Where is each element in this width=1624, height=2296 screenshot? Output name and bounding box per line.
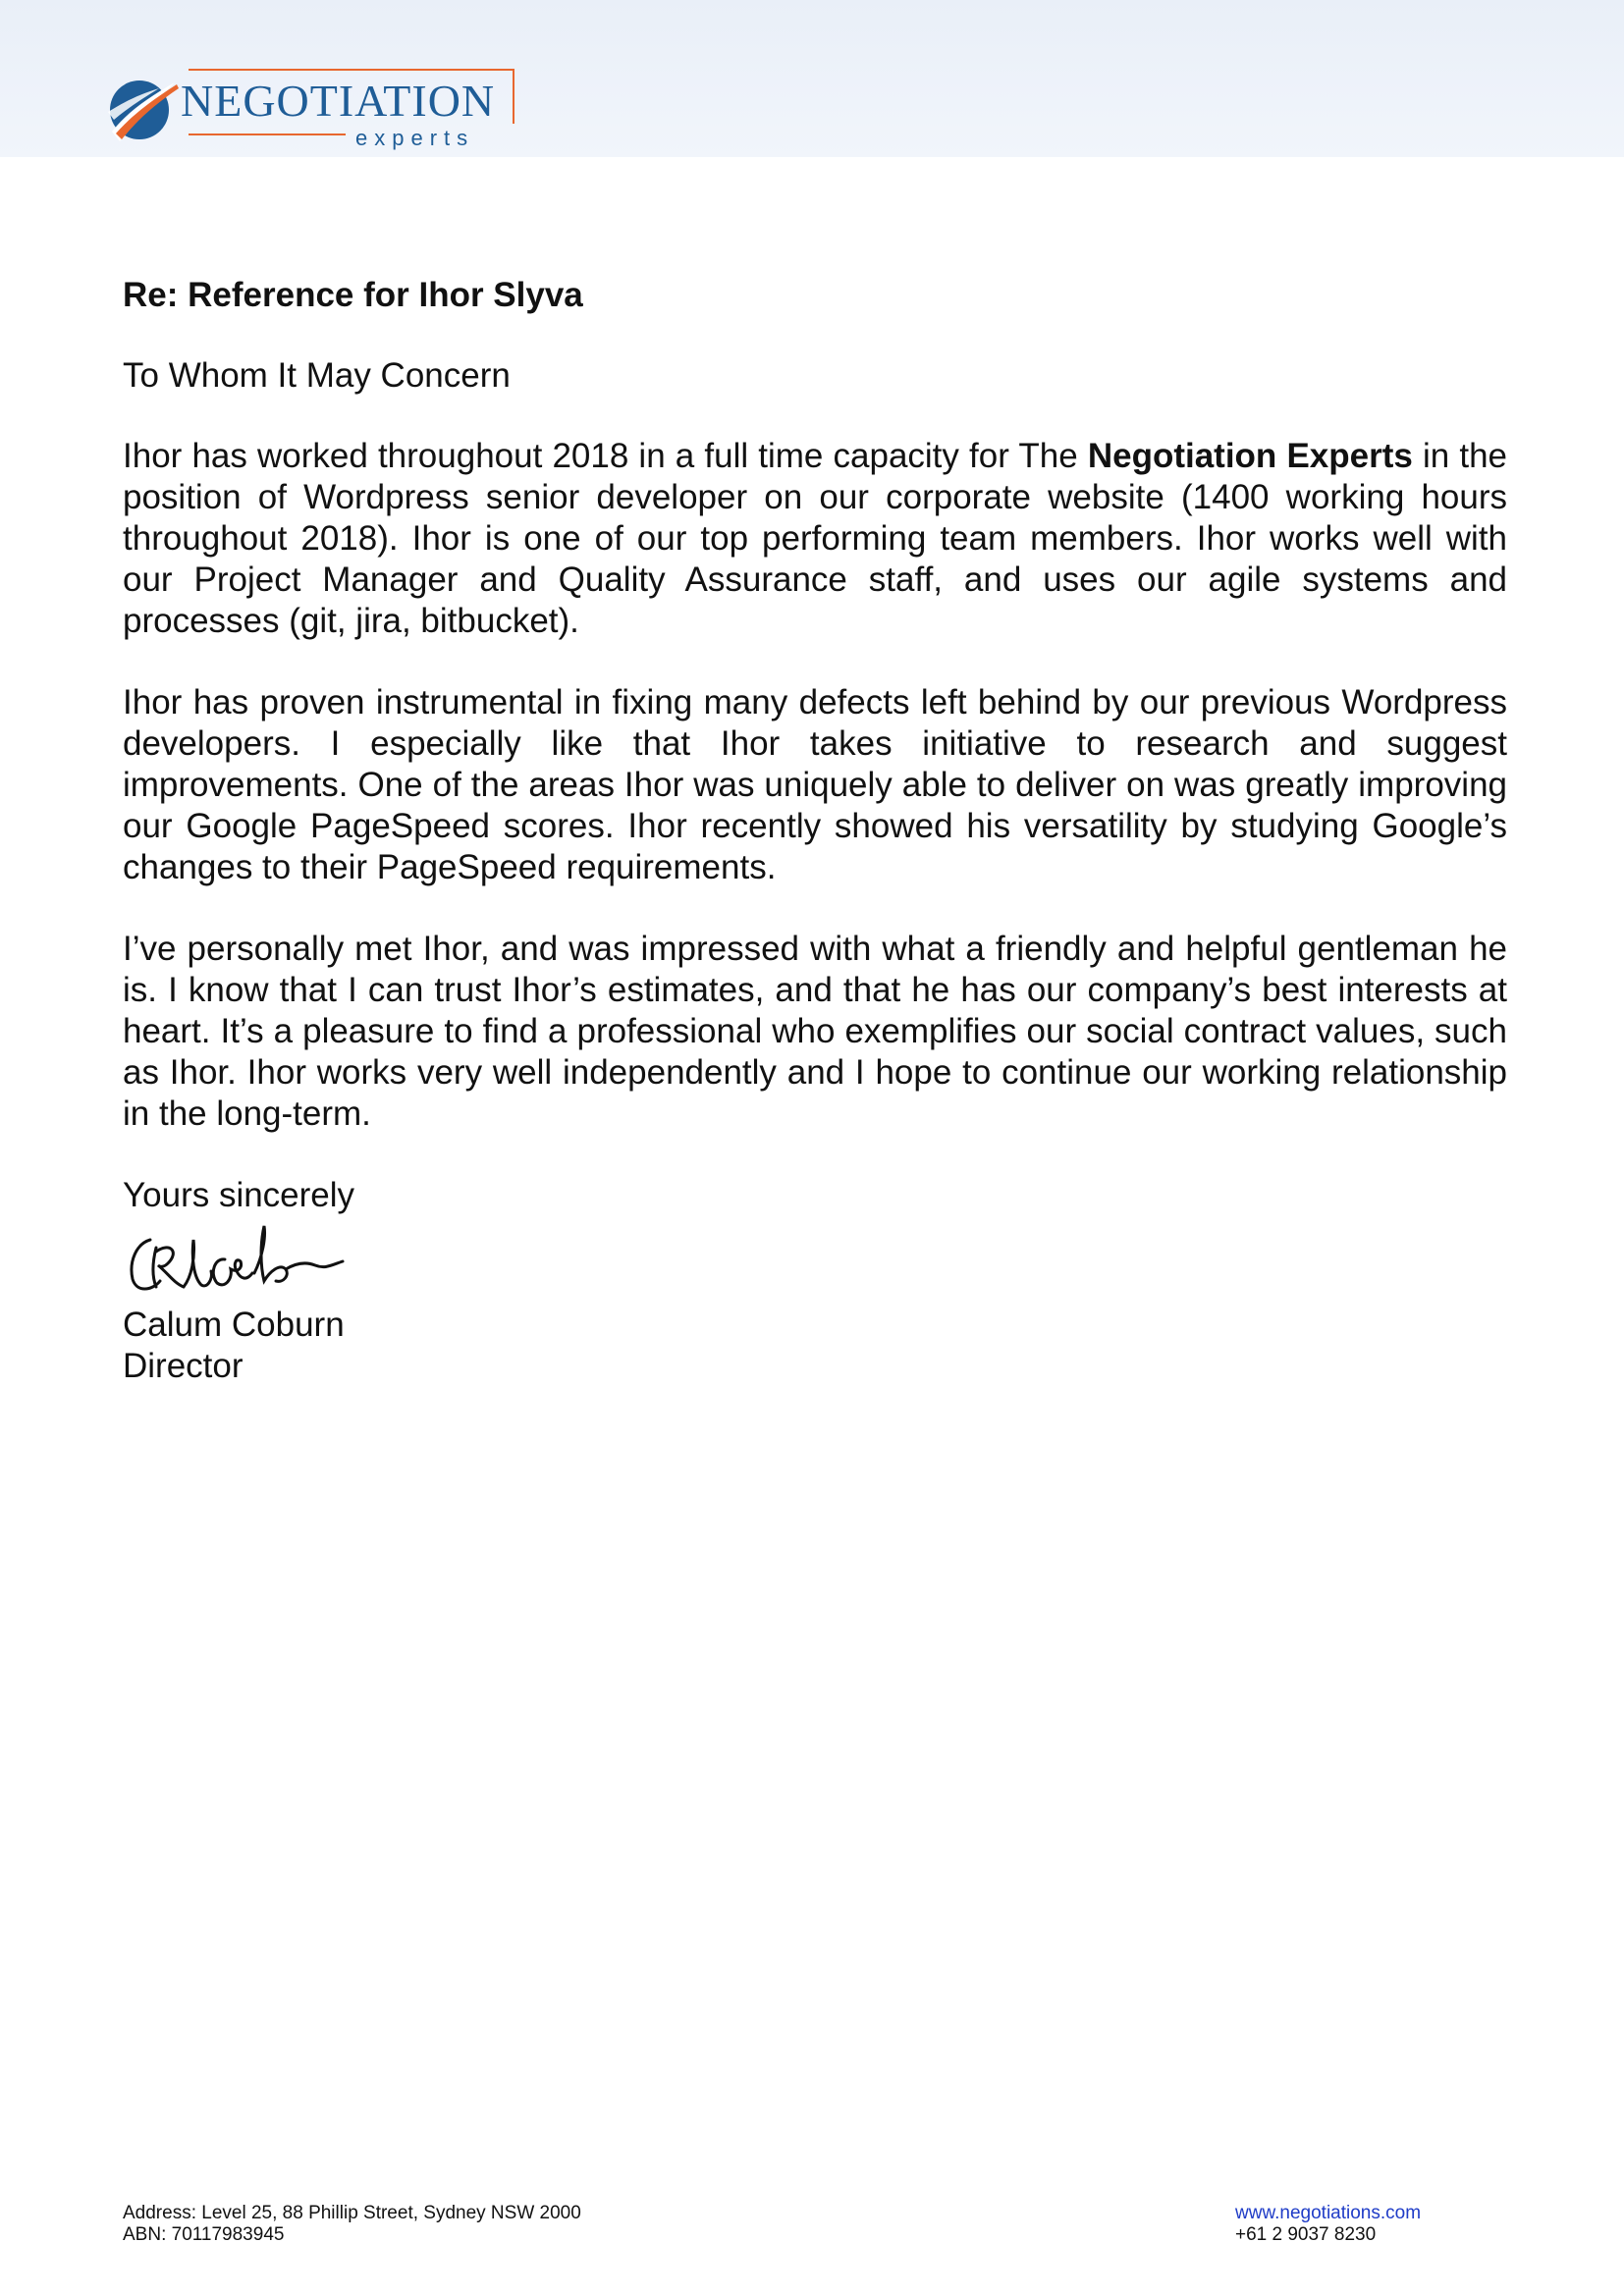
logo-top-rule	[189, 69, 514, 71]
paragraph-1-intro: Ihor has worked throughout 2018 in a full time capacity for The	[123, 437, 1088, 475]
paragraph-3: I’ve personally met Ihor, and was impressed with what a friendly and helpful gentleman he is. I know that I can trust Ihor’s estimates, and that he has our company’s best interests at heart. It’s a pleasure to find a professional who exemplifies our social contract values, such as Ihor. Ihor works very well independently and I hope to continue our working relationship in the long-term.	[123, 930, 1507, 1133]
signer-name: Calum Coburn	[123, 1306, 345, 1344]
handwritten-signature	[123, 1218, 358, 1305]
signer-title: Director	[123, 1347, 244, 1385]
closing-line: Yours sincerely	[123, 1176, 355, 1214]
footer-contact-left	[123, 2203, 581, 2246]
logo-underline	[189, 133, 346, 135]
logo-swoosh-icon	[106, 73, 181, 151]
footer-address: Address: Level 25, 88 Phillip Street, Sydney NSW 2000	[123, 2203, 581, 2223]
footer-phone: +61 2 9037 8230	[1235, 2224, 1377, 2245]
logo-subtext: experts	[355, 126, 475, 150]
logo-wordmark: NEGOTIATION	[181, 76, 496, 126]
letter-subject: Re: Reference for Ihor Slyva	[123, 276, 583, 314]
footer-abn: ABN: 70117983945	[123, 2224, 285, 2245]
paragraph-2: Ihor has proven instrumental in fixing many defects left behind by our previous Wordpress developers. I especially like that Ihor takes initiative to research and suggest improvements. One of the areas Ihor was uniquely able to deliver on was greatly improving our Google PageSpeed scores. Ihor recently showed his versatility by studying Google’s changes to their PageSpeed requirements.	[123, 683, 1507, 886]
logo-side-rule	[513, 69, 514, 124]
letter-salutation: To Whom It May Concern	[123, 356, 511, 395]
company-logo	[106, 65, 518, 159]
letter-body	[123, 275, 1507, 1387]
company-name-bold: Negotiation Experts	[1087, 437, 1413, 475]
footer-contact-right	[1235, 2203, 1421, 2246]
footer-website-link[interactable]: www.negotiations.com	[1235, 2203, 1422, 2223]
paragraph-1-rest: in the position of Wordpress senior developer on our corporate website (1400 working hours throughout 2018). Ihor is one of our top performing team members. Ihor works well with our Project Manager and Quality Assurance staff, and uses our agile systems and processes (git, jira, bitbucket).	[123, 437, 1507, 640]
paragraph-1	[123, 436, 1507, 642]
